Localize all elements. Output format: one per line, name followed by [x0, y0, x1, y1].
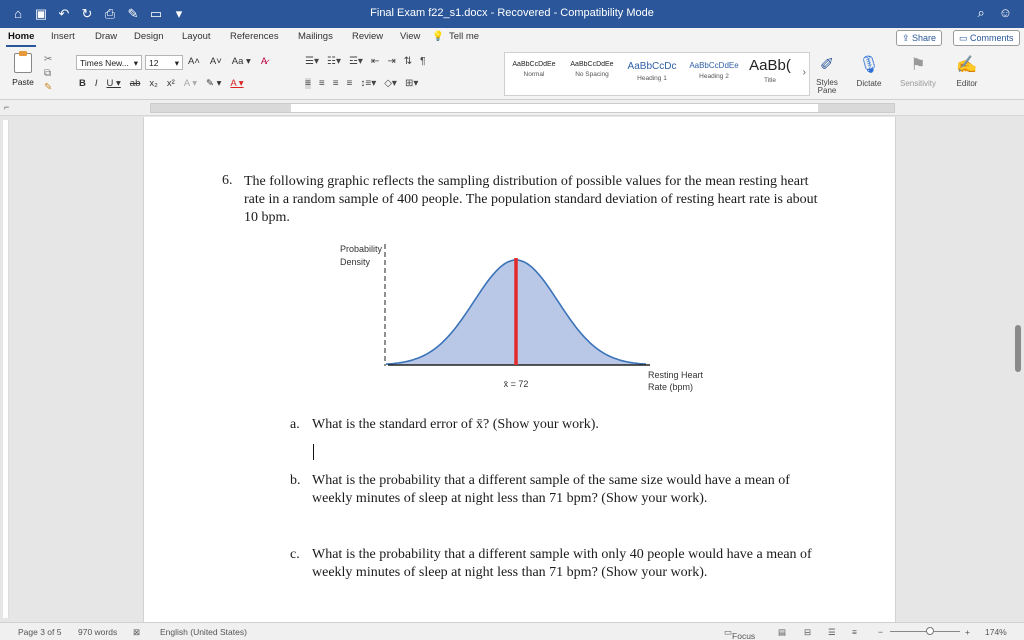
part-c: c. What is the probability that a different sample with only 40 people would have a mean of weekly minutes of sleep at night less than 71 bpm? (Show your work).	[290, 546, 830, 586]
proofing-icon[interactable]: ⊠	[133, 627, 141, 637]
vertical-ruler[interactable]	[3, 120, 9, 618]
word-count[interactable]: 970 words	[78, 627, 118, 637]
part-b-text: What is the probability that a different sample of the same size would have a mean of weekly minutes of sleep at night less than 71 bpm? (Show your work).	[312, 473, 790, 506]
font-size-select[interactable]: 12 ▾	[145, 55, 183, 70]
tab-view[interactable]: View	[400, 31, 421, 42]
font-color-icon[interactable]: A ▾	[230, 78, 244, 89]
comment-icon: ▭	[959, 33, 971, 43]
search-icon[interactable]: ⌕	[977, 5, 985, 20]
zoom-out-icon[interactable]: −	[878, 627, 883, 637]
grow-font-icon[interactable]: A˄	[188, 56, 200, 67]
bullets-icon[interactable]: ☰▾	[305, 56, 319, 67]
decrease-indent-icon[interactable]: ⇤	[370, 56, 380, 67]
title-bar	[0, 0, 1024, 28]
zoom-slider-thumb[interactable]	[926, 627, 934, 635]
share-button[interactable]: ⇪ Share	[896, 30, 942, 46]
bold-button[interactable]: B	[79, 78, 86, 89]
edit-doc-icon[interactable]: ✎	[127, 6, 139, 21]
ribbon-tabs	[0, 28, 1024, 48]
sensitivity-icon: ⚑	[910, 55, 926, 74]
numbering-icon[interactable]: ☷▾	[326, 56, 341, 67]
tab-layout[interactable]: Layout	[182, 31, 211, 42]
zoom-in-icon[interactable]: +	[965, 627, 970, 637]
italic-button[interactable]: I	[94, 78, 98, 89]
comments-button[interactable]: ▭ Comments	[953, 30, 1020, 46]
increase-indent-icon[interactable]: ⇥	[387, 56, 396, 67]
tell-me-field[interactable]: Tell me	[449, 31, 480, 42]
paste-button[interactable]: Paste	[10, 53, 36, 87]
print-icon[interactable]: ⎙	[104, 6, 116, 21]
home-icon[interactable]: ⌂	[14, 6, 22, 21]
underline-button[interactable]: U ▾	[106, 78, 121, 89]
focus-button[interactable]: ▭ Focus	[724, 627, 756, 640]
editor-icon: ✍	[956, 55, 978, 74]
part-a: a. What is the standard error of x̄? (Show your work).	[290, 416, 830, 436]
align-center-icon[interactable]: ≡	[318, 78, 325, 89]
styles-pane-button[interactable]: ✐ Styles Pane	[812, 54, 842, 95]
sensitivity-button[interactable]: ⚑ Sensitivity	[896, 54, 940, 88]
print-layout-icon[interactable]: ▤	[778, 627, 787, 637]
dictate-button[interactable]: 🎙 Dictate	[852, 54, 886, 88]
save-icon[interactable]: ▣	[34, 6, 48, 21]
zoom-level[interactable]: 174%	[985, 627, 1007, 637]
styles-pane-icon: ✐	[819, 55, 835, 74]
microphone-icon: 🎙	[858, 55, 880, 74]
tab-design[interactable]: Design	[134, 31, 164, 42]
mean-label: x̄ = 72	[503, 379, 529, 389]
part-b: b. What is the probability that a different sample of the same size would have a mean of weekly minutes of sleep at night less than 71 bpm? (Show your work).	[290, 472, 830, 512]
part-c-text: What is the probability that a different sample with only 40 people would have a mean of weekly minutes of sleep at night less than 71 bpm? (Show your work).	[312, 547, 812, 580]
web-layout-icon[interactable]: ⊟	[804, 627, 812, 637]
style-no-spacing[interactable]: AaBbCcDdEe No Spacing	[570, 61, 614, 78]
status-bar	[0, 622, 1024, 640]
copy-icon[interactable]: ⧉	[44, 68, 52, 79]
text-effects-icon[interactable]: A ▾	[183, 78, 197, 89]
account-icon[interactable]: ☺	[998, 5, 1012, 20]
borders-icon[interactable]: ⊞▾	[404, 78, 419, 89]
align-right-icon[interactable]: ≡	[332, 78, 339, 89]
justify-icon[interactable]: ≡	[346, 78, 353, 89]
x-axis-label-line-1: Resting Heart	[648, 370, 704, 380]
sampling-distribution-chart	[330, 236, 710, 396]
new-doc-icon[interactable]: ▭	[149, 6, 163, 21]
text-cursor	[313, 444, 314, 460]
vertical-scrollbar[interactable]	[1015, 325, 1021, 372]
clear-format-icon[interactable]: A̷	[260, 56, 268, 67]
highlight-icon[interactable]: ✎ ▾	[205, 78, 222, 89]
subscript-button[interactable]: x₂	[149, 78, 158, 89]
styles-more-icon[interactable]: ›	[802, 67, 806, 78]
line-spacing-icon[interactable]: ↕≡▾	[360, 78, 377, 89]
superscript-button[interactable]: x²	[166, 78, 175, 89]
tab-mailings[interactable]: Mailings	[298, 31, 333, 42]
horizontal-ruler[interactable]	[150, 103, 895, 113]
shading-icon[interactable]: ◇▾	[384, 78, 397, 89]
cut-icon[interactable]: ✂	[44, 54, 53, 65]
lightbulb-icon: 💡	[432, 31, 444, 42]
share-icon: ⇪	[902, 33, 913, 43]
editor-button[interactable]: ✍ Editor	[952, 54, 982, 88]
tab-references[interactable]: References	[230, 31, 279, 42]
strikethrough-button[interactable]: ab	[129, 78, 141, 89]
style-heading-1[interactable]: AaBbCcDc Heading 1	[627, 61, 677, 82]
align-left-icon[interactable]: ≡	[305, 78, 311, 89]
redo-icon[interactable]: ↻	[81, 6, 93, 21]
change-case-button[interactable]: Aa ▾	[231, 56, 251, 67]
undo-icon[interactable]: ↶	[58, 6, 70, 21]
tab-draw[interactable]: Draw	[95, 31, 118, 42]
tab-home[interactable]: Home	[8, 31, 35, 42]
ribbon-home	[0, 48, 1024, 100]
format-painter-icon[interactable]: ✎	[44, 82, 53, 93]
tab-insert[interactable]: Insert	[51, 31, 75, 42]
styles-gallery	[504, 52, 810, 96]
ruler-bar	[0, 100, 1024, 116]
outline-icon[interactable]: ☰	[828, 627, 836, 637]
part-a-text: What is the standard error of x̄? (Show your work).	[312, 417, 599, 432]
sort-icon[interactable]: ⇅	[403, 56, 413, 67]
style-normal[interactable]: AaBbCcDdEe Normal	[512, 61, 556, 78]
multilevel-list-icon[interactable]: ☲▾	[348, 56, 363, 67]
page-count[interactable]: Page 3 of 5	[18, 627, 62, 637]
question-number: 6.	[222, 173, 233, 188]
font-name-select[interactable]: Times New... ▾	[76, 55, 142, 70]
y-axis-label-line-2: Density	[340, 257, 371, 267]
clipboard-icon	[14, 53, 32, 73]
shrink-font-icon[interactable]: A˅	[209, 56, 222, 67]
language-indicator[interactable]: English (United States)	[160, 627, 247, 637]
tab-review[interactable]: Review	[352, 31, 384, 42]
tab-stop-icon[interactable]: ⌐	[4, 102, 10, 112]
customize-icon[interactable]: ▾	[175, 6, 183, 21]
pilcrow-icon[interactable]: ¶	[420, 56, 426, 67]
style-title[interactable]: AaBb( Title	[749, 57, 791, 84]
document-title: Final Exam f22_s1.docx - Recovered - Compatibility Mode	[370, 7, 654, 19]
draft-icon[interactable]: ≡	[852, 627, 857, 637]
question-text: The following graphic reflects the sampling distribution of possible values for the mean resting heart rate in a random sample of 400 people. The population standard deviation of resting heart rate is about 10 bpm.	[244, 174, 818, 225]
style-heading-2[interactable]: AaBbCcDdEe Heading 2	[689, 61, 739, 80]
y-axis-label-line-1: Probability	[340, 244, 383, 254]
x-axis-label-line-2: Rate (bpm)	[648, 382, 694, 392]
zoom-slider[interactable]	[890, 631, 960, 632]
